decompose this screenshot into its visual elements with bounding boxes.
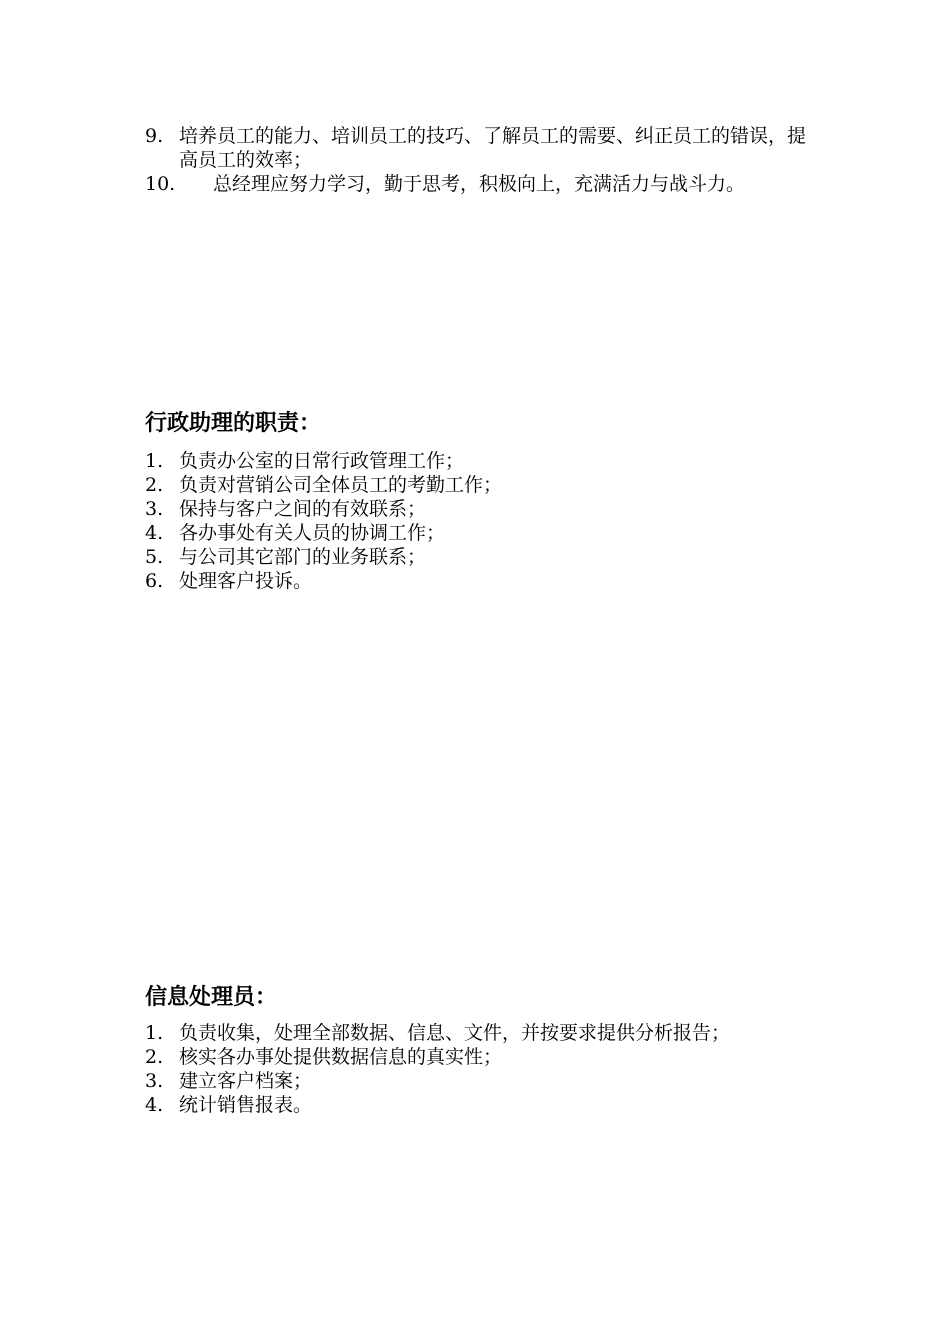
info-processor-duties-list xyxy=(145,1021,815,1117)
list-item-text: 各办事处有关人员的协调工作； xyxy=(179,522,446,544)
list-item xyxy=(145,1069,815,1093)
list-item-number: 2. xyxy=(145,1046,164,1068)
list-item-number: 6. xyxy=(145,570,164,592)
section-heading-admin-assistant: 行政助理的职责： xyxy=(145,411,322,436)
list-item xyxy=(145,545,815,569)
list-item xyxy=(145,1021,815,1045)
list-item xyxy=(145,124,815,172)
list-item-number: 4. xyxy=(145,1094,164,1116)
list-item-number: 3. xyxy=(145,1070,164,1092)
list-item-number: 4. xyxy=(145,522,164,544)
list-item xyxy=(145,497,815,521)
list-item-text: 保持与客户之间的有效联系； xyxy=(179,498,427,520)
list-item-text: 与公司其它部门的业务联系； xyxy=(179,546,427,568)
list-item-number: 10. xyxy=(145,173,176,195)
list-item-text: 总经理应努力学习，勤于思考，积极向上，充满活力与战斗力。 xyxy=(213,173,746,195)
admin-assistant-duties-list xyxy=(145,449,815,593)
list-item xyxy=(145,1093,815,1117)
list-item-text: 负责对营销公司全体员工的考勤工作； xyxy=(179,474,503,496)
list-item-text: 负责办公室的日常行政管理工作； xyxy=(179,450,465,472)
list-item-text: 建立客户档案； xyxy=(179,1070,313,1092)
list-item xyxy=(145,1045,815,1069)
list-item xyxy=(145,521,815,545)
list-item xyxy=(145,449,815,473)
list-item-text: 统计销售报表。 xyxy=(179,1094,313,1116)
list-item-text: 核实各办事处提供数据信息的真实性； xyxy=(179,1046,503,1068)
list-item-text: 处理客户投诉。 xyxy=(179,570,313,592)
list-item-number: 1. xyxy=(145,450,164,472)
list-item-number: 5. xyxy=(145,546,164,568)
list-item-number: 1. xyxy=(145,1022,164,1044)
list-item xyxy=(145,569,815,593)
list-item-text: 负责收集，处理全部数据、信息、文件，并按要求提供分析报告； xyxy=(179,1022,731,1044)
list-item-text: 培养员工的能力、培训员工的技巧、了解员工的需要、纠正员工的错误，提高员工的效率； xyxy=(179,125,807,171)
list-item xyxy=(145,172,815,196)
manager-duties-list-continued xyxy=(145,124,815,196)
list-item-number: 2. xyxy=(145,474,164,496)
list-item-number: 3. xyxy=(145,498,164,520)
list-item-number: 9. xyxy=(145,125,164,147)
list-item xyxy=(145,473,815,497)
section-heading-info-processor: 信息处理员： xyxy=(145,985,278,1010)
